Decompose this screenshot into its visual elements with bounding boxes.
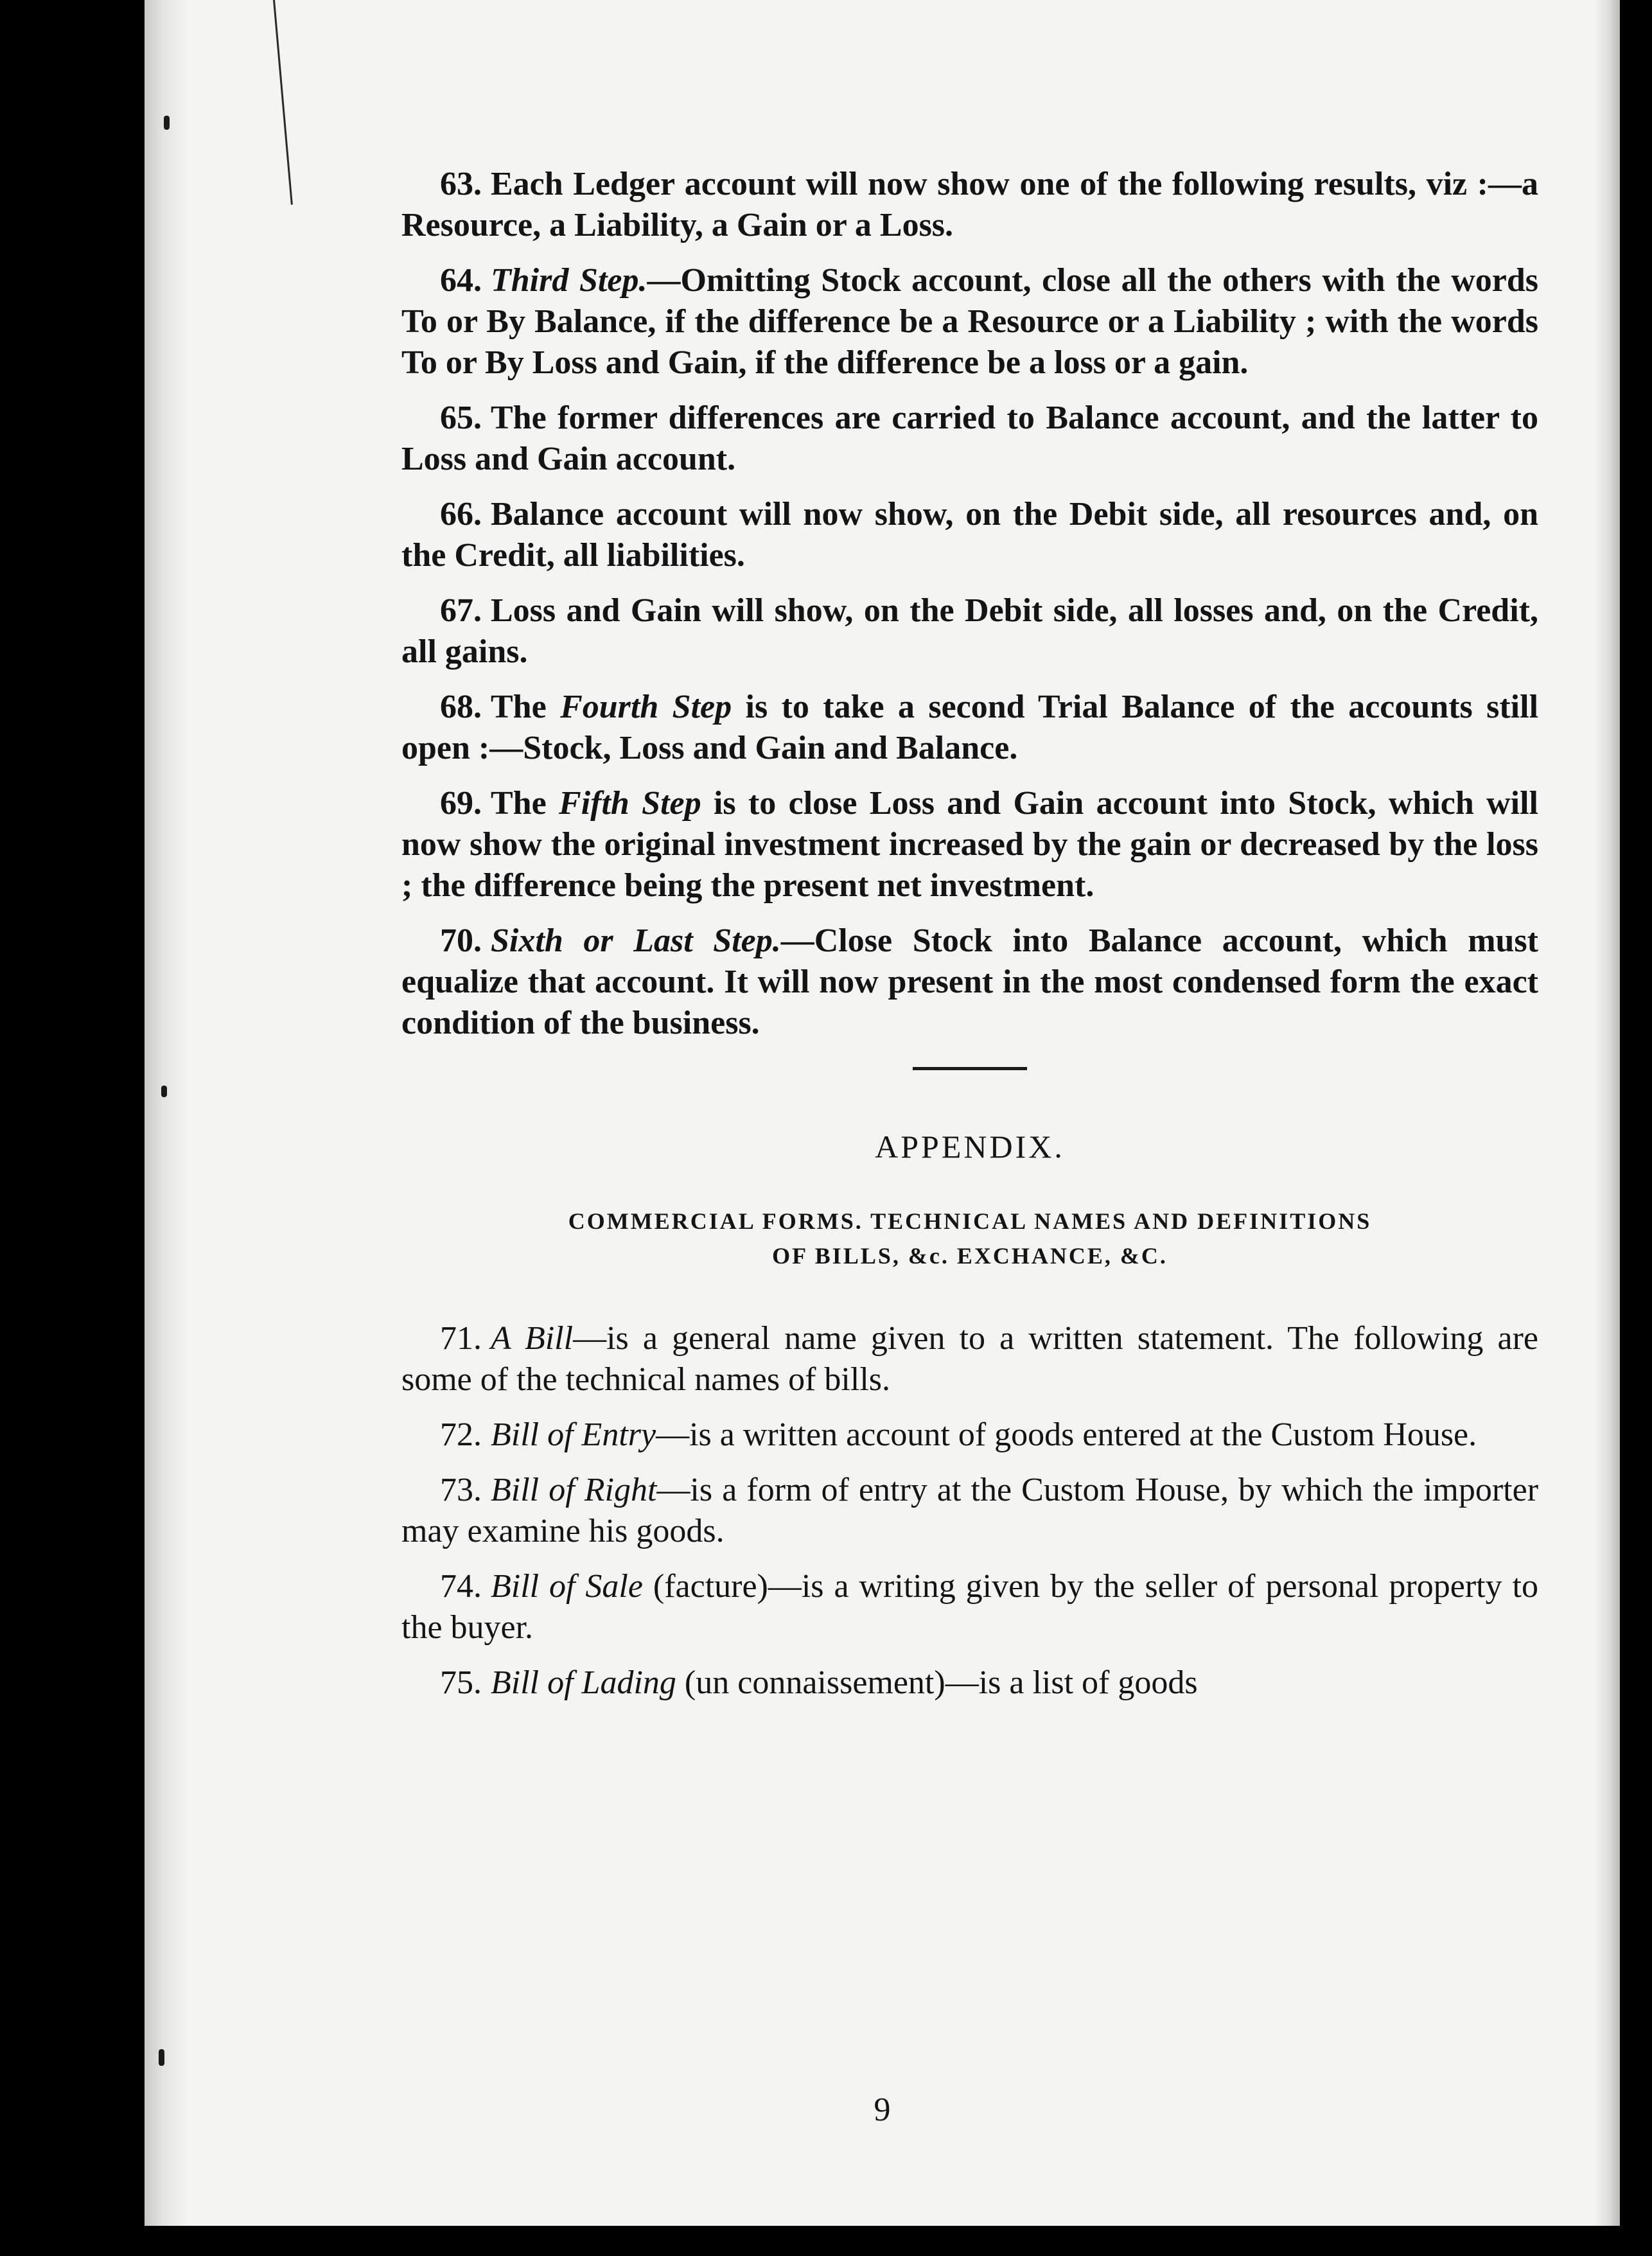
paragraph-65 — [401, 398, 1538, 480]
gutter-mark — [161, 1086, 167, 1097]
paragraph-75 — [401, 1662, 1538, 1704]
paragraph-lead: Sixth or Last Step. — [491, 922, 781, 959]
paragraph-71 — [401, 1318, 1538, 1400]
paragraph-number: 75. — [440, 1664, 482, 1701]
paragraph-number: 64. — [440, 262, 482, 299]
paragraph-72 — [401, 1414, 1538, 1456]
paragraph-66 — [401, 494, 1538, 576]
paragraph-63 — [401, 164, 1538, 246]
paragraph-text: —Close Stock into Balance account, which must equalize that account. It will now present in the most condensed form the exact condition of the business. — [401, 922, 1538, 1041]
paragraph-text: The former differences are carried to Balance account, and the latter to Loss and Gain account. — [401, 400, 1538, 477]
paragraph-70 — [401, 921, 1538, 1044]
paragraph-69 — [401, 783, 1538, 906]
paragraph-lead: Fourth Step — [560, 689, 732, 725]
paragraph-number: 67. — [440, 592, 482, 629]
paragraph-lead: A Bill — [491, 1320, 574, 1357]
paragraph-text: —is a form of entry at the Custom House, by which the importer may examine his goods. — [401, 1472, 1539, 1549]
section-divider — [913, 1067, 1027, 1070]
appendix-subtitle — [401, 1204, 1538, 1273]
paragraph-text: —is a general name given to a written statement. The following are some of the technical names of bills. — [401, 1320, 1539, 1398]
appendix-subtitle-line: OF BILLS, &c. EXCHANCE, &C. — [772, 1243, 1168, 1269]
page-right-edge — [1594, 0, 1620, 2226]
page-number: 9 — [874, 2092, 891, 2128]
paragraph-number: 65. — [440, 400, 482, 436]
paragraph-lead: Third Step. — [491, 262, 647, 299]
paragraph-67 — [401, 590, 1538, 673]
paragraph-text: Loss and Gain will show, on the Debit side, all losses and, on the Credit, all gains. — [401, 592, 1538, 670]
paragraph-64 — [401, 260, 1538, 383]
paragraph-text: (facture)—is a writing given by the seller of personal property to the buyer. — [401, 1568, 1538, 1646]
paragraph-text: Each Ledger account will now show one of the following results, viz :—a Resource, a Liability, a Gain or a Loss. — [401, 166, 1538, 243]
paragraph-text: (un connaissement)—is a list of goods — [676, 1664, 1198, 1701]
paragraph-number: 73. — [440, 1472, 482, 1508]
paragraph-pre: The — [491, 785, 559, 822]
paragraph-text: —Omitting Stock account, close all the others with the words To or By Balance, if the difference be a Resource or a Liability ; with the words To or By Loss and Gain, if the difference be a loss or a gain. — [401, 262, 1538, 381]
appendix-subtitle-line: COMMERCIAL FORMS. TECHNICAL NAMES AND DEFINITIONS — [568, 1208, 1372, 1234]
paragraph-number: 72. — [440, 1416, 482, 1453]
paragraph-pre: The — [491, 689, 561, 725]
paragraph-text: is to close Loss and Gain account into Stock, which will now show the original investment increased by the gain or decreased by the loss ; the difference being the present net investment. — [401, 785, 1539, 904]
paragraph-lead: Bill of Sale — [491, 1568, 643, 1605]
paragraph-number: 70. — [440, 922, 482, 959]
paragraph-73 — [401, 1470, 1538, 1552]
paragraph-lead: Bill of Lading — [491, 1664, 676, 1701]
binding-shadow — [145, 0, 189, 2226]
paragraph-number: 74. — [440, 1568, 482, 1605]
paragraph-lead: Bill of Entry — [491, 1416, 656, 1453]
paragraph-74 — [401, 1566, 1538, 1648]
paragraph-number: 71. — [440, 1320, 482, 1357]
paragraph-68 — [401, 687, 1538, 769]
page-text — [401, 164, 1538, 1718]
paragraph-number: 69. — [440, 785, 482, 822]
paragraph-text: Balance account will now show, on the Debit side, all resources and, on the Credit, all liabilities. — [401, 496, 1538, 574]
gutter-mark — [159, 2049, 164, 2066]
book-page — [145, 0, 1620, 2226]
paragraph-lead: Fifth Step — [559, 785, 701, 822]
paragraph-number: 68. — [440, 689, 482, 725]
gutter-mark — [164, 116, 170, 130]
paragraph-number: 66. — [440, 496, 482, 533]
paragraph-number: 63. — [440, 166, 482, 202]
appendix-title: APPENDIX. — [875, 1129, 1065, 1165]
paragraph-lead: Bill of Right — [491, 1472, 657, 1508]
paragraph-text: is to take a second Trial Balance of the accounts still open :—Stock, Loss and Gain and Balance. — [401, 689, 1539, 766]
paragraph-text: —is a written account of goods entered at the Custom House. — [656, 1416, 1477, 1453]
gutter-line — [273, 0, 293, 205]
